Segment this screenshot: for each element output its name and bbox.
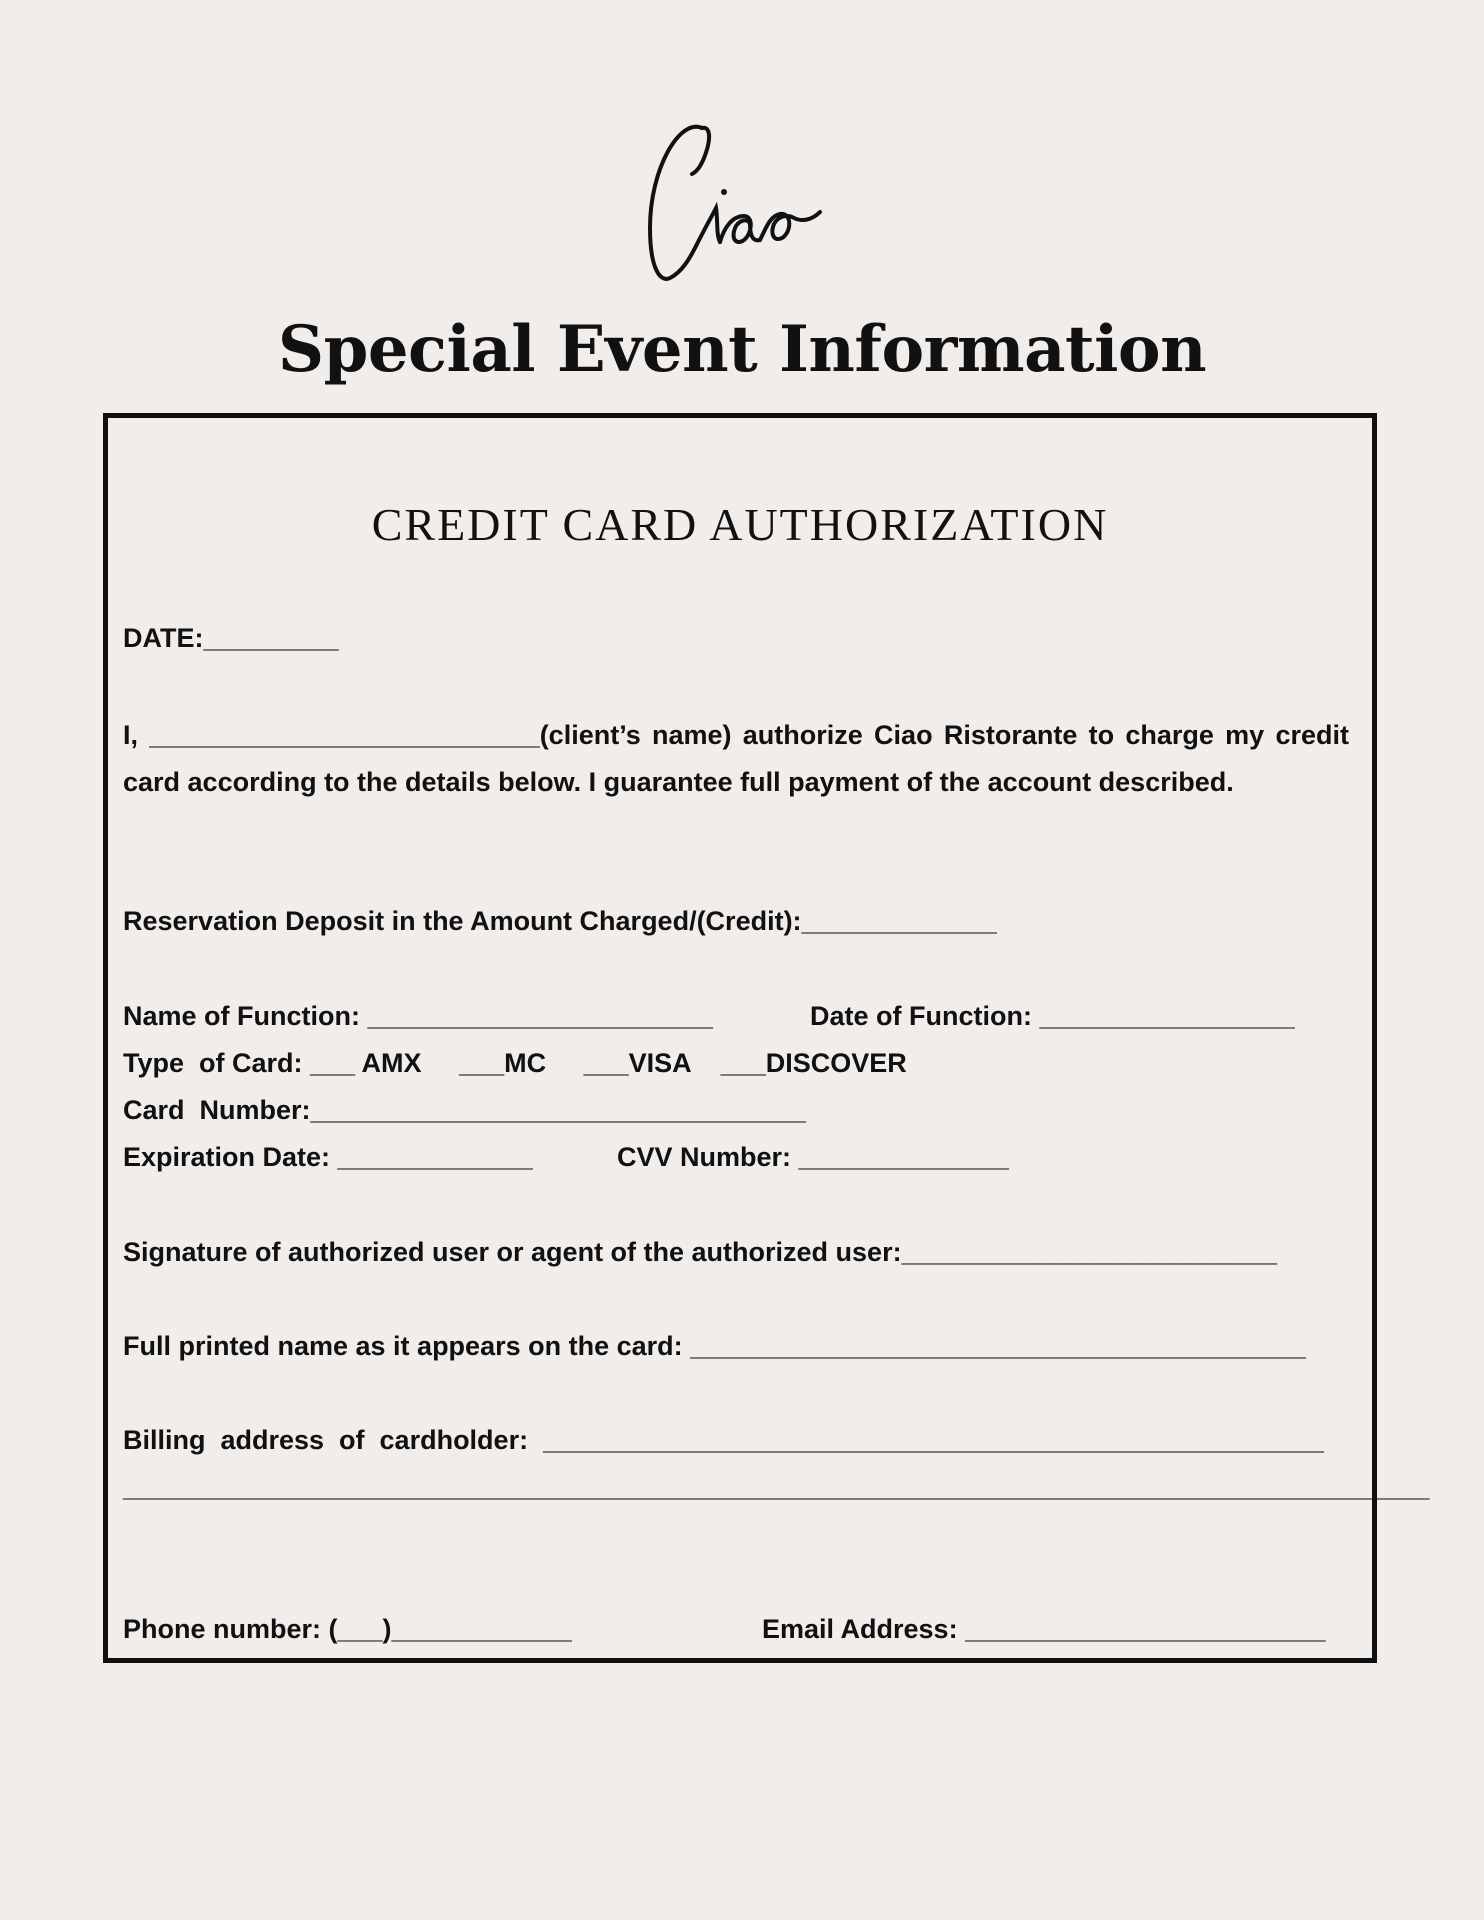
date-of-function-field[interactable]: Date of Function: _________________ bbox=[810, 1001, 1295, 1031]
authorization-paragraph[interactable]: I, __________________________(client’s name) authorize Ciao Ristorante to charge my credit card according to the details below. I guarantee full payment of the account described. bbox=[123, 720, 1349, 797]
type-of-card-field[interactable]: Type of Card: ___ AMX ___MC ___VISA ___DISCOVER bbox=[123, 1048, 907, 1078]
name-of-function-field[interactable]: Name of Function: _______________________ bbox=[123, 1001, 713, 1031]
form-heading: CREDIT CARD AUTHORIZATION bbox=[371, 499, 1109, 550]
phone-number-field[interactable]: Phone number: (___)____________ bbox=[123, 1614, 572, 1644]
reservation-deposit-field[interactable]: Reservation Deposit in the Amount Charged/(Credit):_____________ bbox=[123, 906, 997, 936]
billing-address-field[interactable]: Billing address of cardholder: ____________________________________________________ bbox=[123, 1425, 1324, 1455]
date-field[interactable]: DATE:_________ bbox=[123, 623, 339, 653]
ciao-logo bbox=[620, 108, 860, 298]
card-number-field[interactable]: Card Number:_________________________________ bbox=[123, 1095, 807, 1125]
signature-field[interactable]: Signature of authorized user or agent of the authorized user:_________________________ bbox=[123, 1237, 1277, 1267]
printed-name-field[interactable]: Full printed name as it appears on the card: _________________________________________ bbox=[123, 1331, 1306, 1361]
page-title: Special Event Information bbox=[277, 312, 1207, 387]
credit-card-authorization-form bbox=[103, 413, 1430, 1663]
billing-address-field-line2[interactable]: _______________________________________________________________________________________ bbox=[123, 1472, 1430, 1502]
email-address-field[interactable]: Email Address: ________________________ bbox=[762, 1614, 1326, 1644]
cvv-number-field[interactable]: CVV Number: ______________ bbox=[617, 1142, 1009, 1172]
expiration-date-field[interactable]: Expiration Date: _____________ bbox=[123, 1142, 533, 1172]
ciao-script-logo-icon bbox=[620, 108, 860, 298]
